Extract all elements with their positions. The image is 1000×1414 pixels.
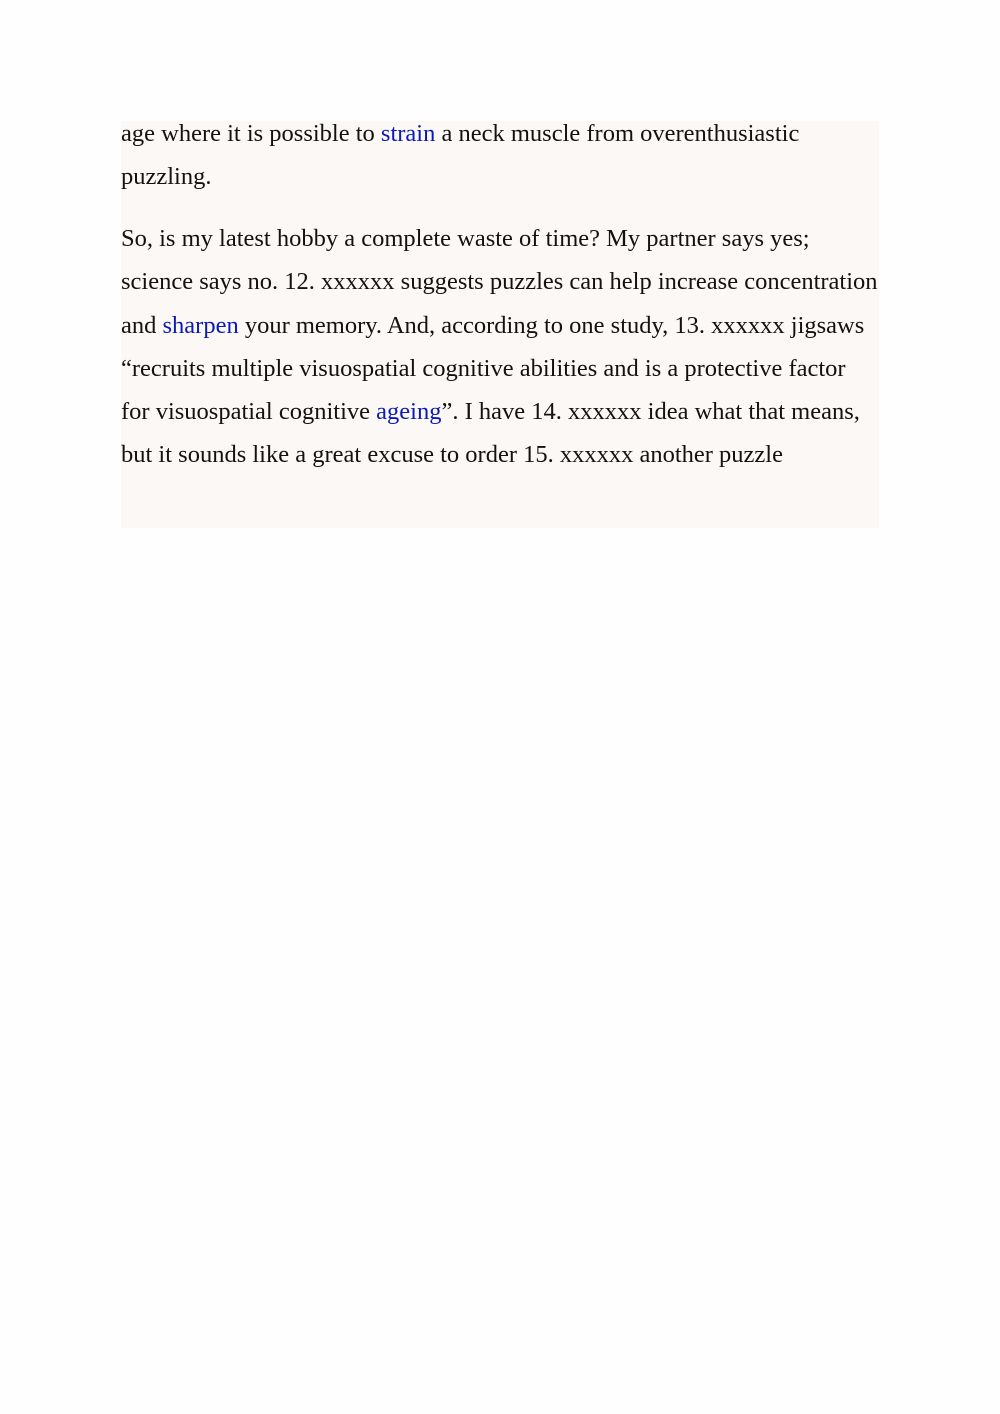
paragraph-2 <box>121 217 879 477</box>
link-ageing[interactable]: ageing <box>376 398 442 426</box>
paragraph-1-text-start: age where it is possible to <box>121 120 381 147</box>
link-sharpen[interactable]: sharpen <box>162 311 239 339</box>
article-excerpt <box>121 121 879 528</box>
link-strain[interactable]: strain <box>380 120 436 147</box>
paragraph-1-text-end: a neck muscle from overenthusiastic puzzling. <box>121 120 800 191</box>
paragraph-2-text-start: So, is my latest hobby a complete waste of time? My partner says yes; science says no. 12. xxxxxx suggests puzzles can help increase concentration and <box>121 225 878 339</box>
paragraph-1 <box>121 112 879 199</box>
paragraph-2-text-end: ”. I have 14. xxxxxx idea what that means, but it sounds like a great excuse to order 15. xxxxxx another puzzle <box>121 398 860 469</box>
paragraph-2-text-middle: your memory. And, according to one study, 13. xxxxxx jigsaws “recruits multiple visuospatial cognitive abilities and is a protective factor for visuospatial cognitive <box>121 311 865 426</box>
